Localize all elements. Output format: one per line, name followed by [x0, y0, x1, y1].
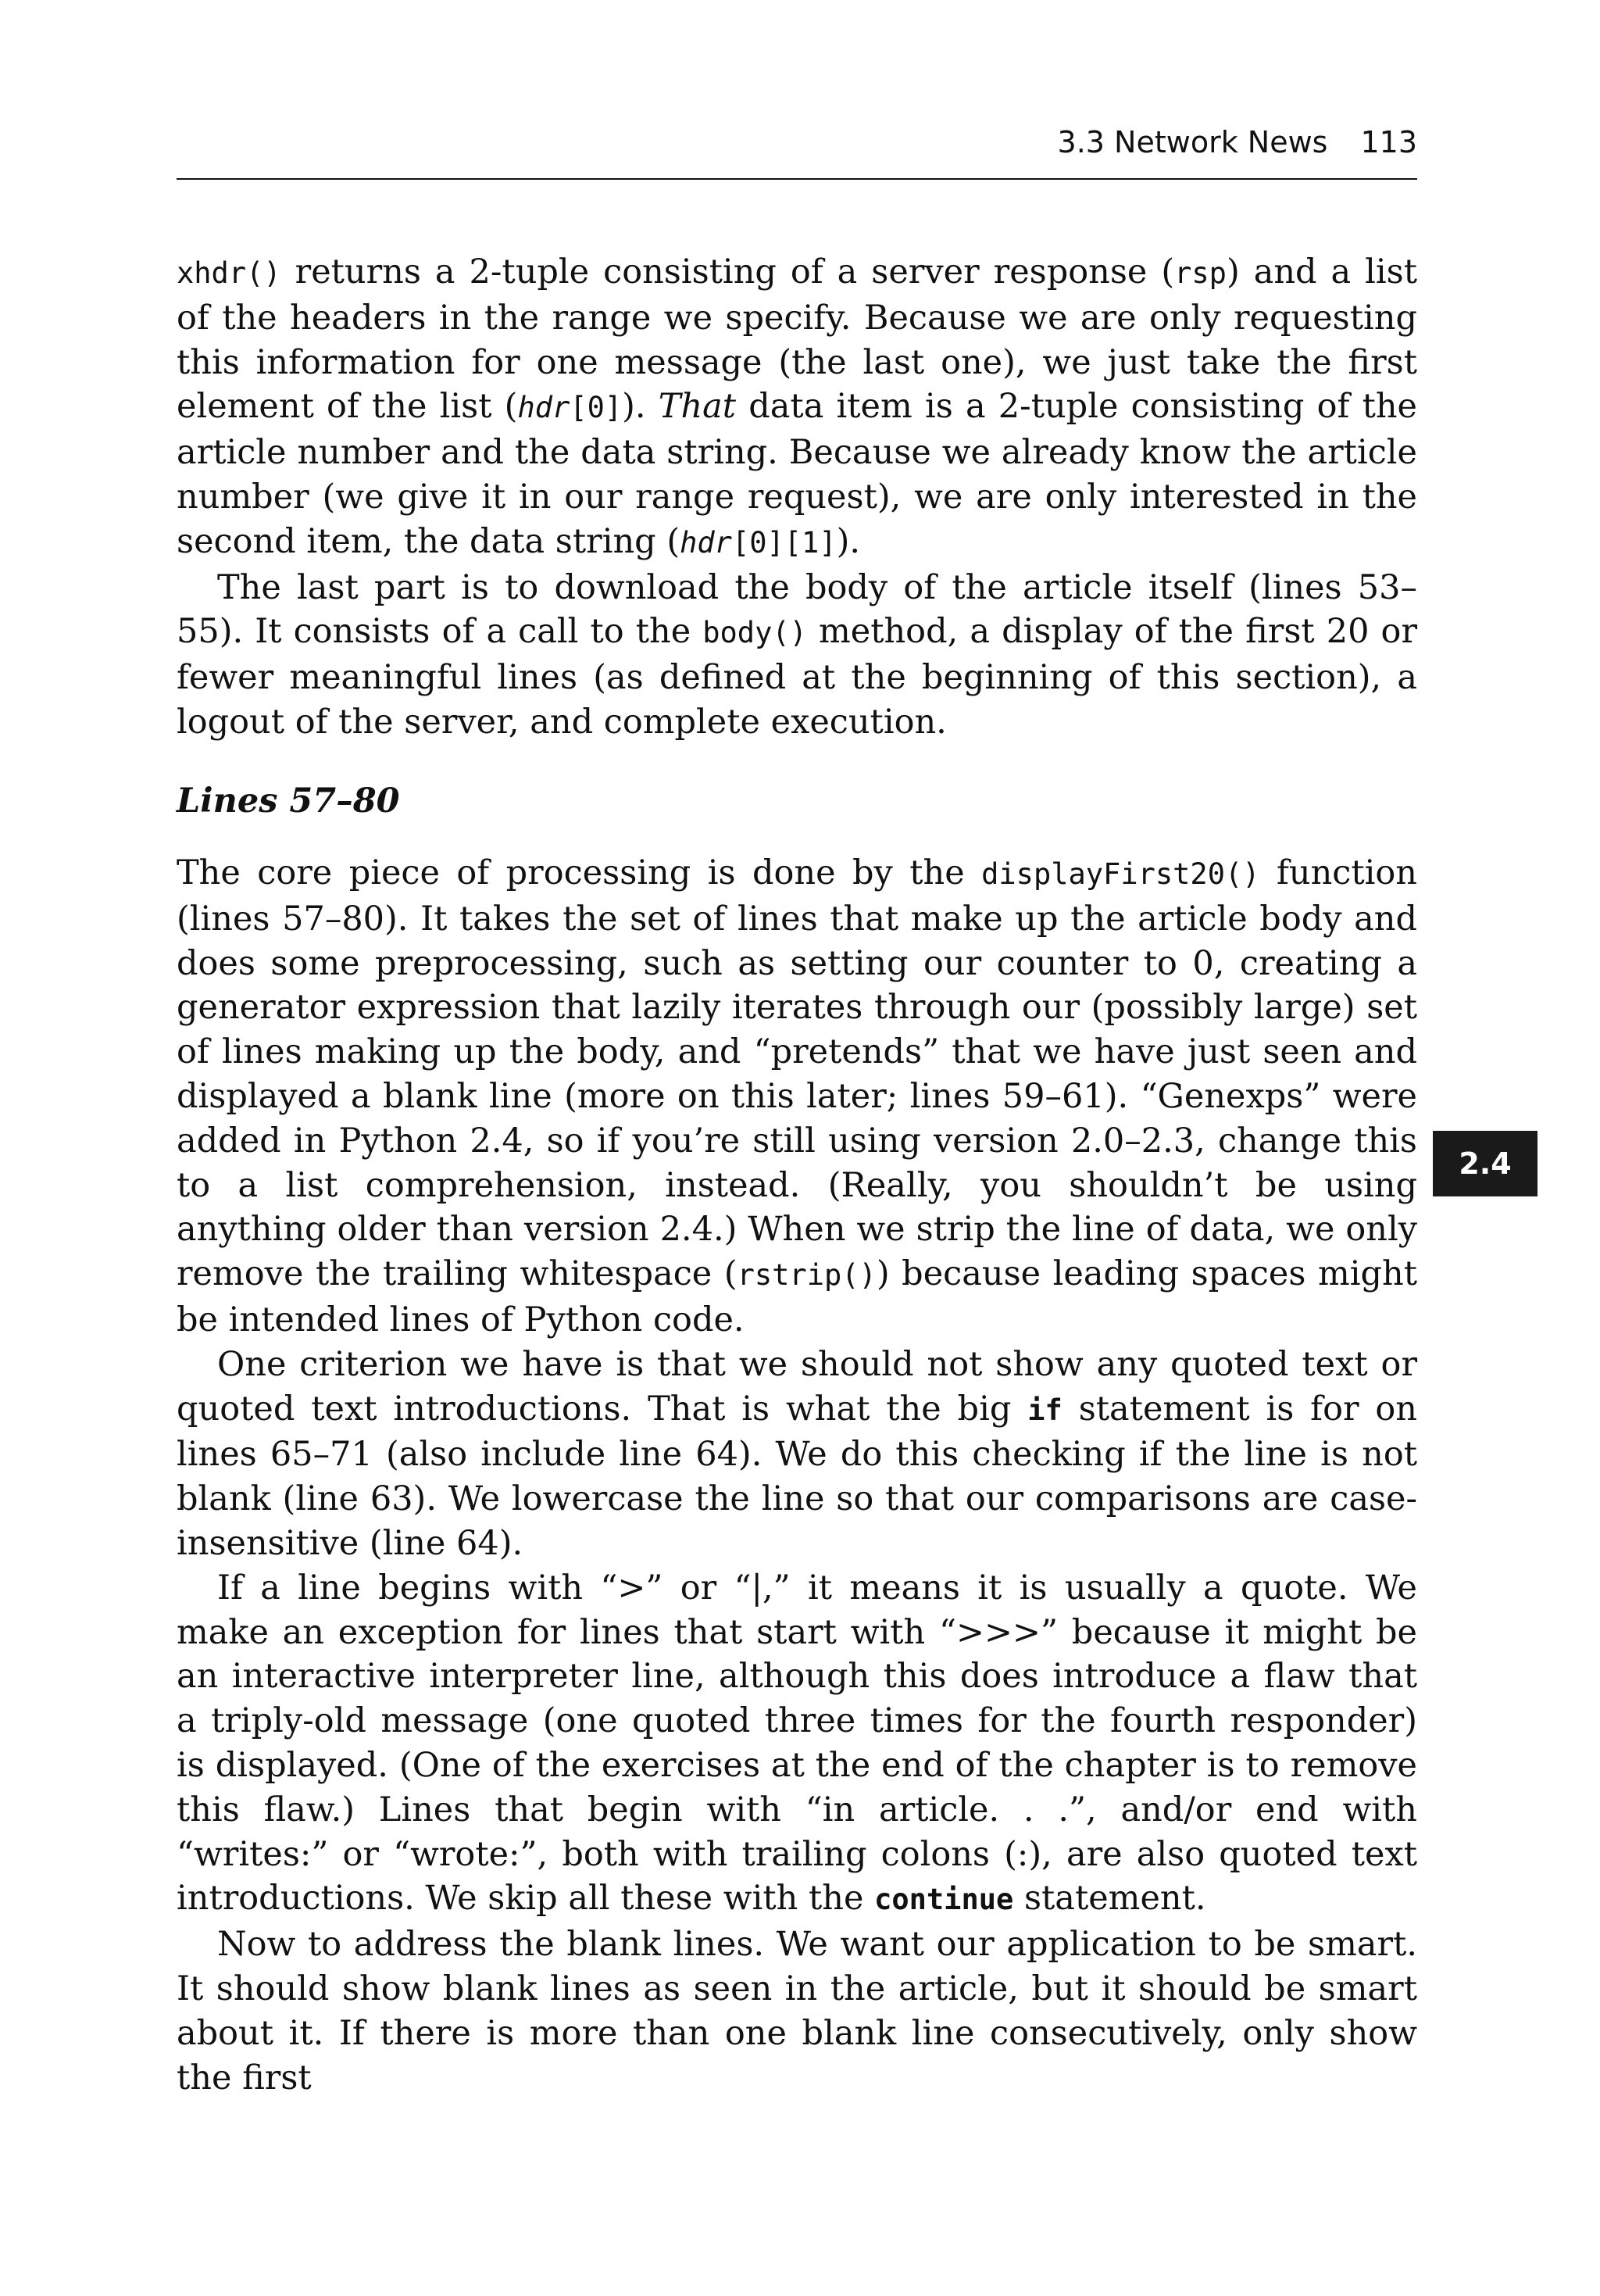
emphasis: That	[658, 387, 737, 427]
inline-code: rsp	[1174, 256, 1227, 290]
text-run: statement is for on lines 65–71 (also include line 64). We do this checking if the line is not blank (line 63). We lowercase the line so that our comparisons are case-insensitive (line 64).	[177, 1389, 1418, 1563]
text-run: statement.	[1013, 1879, 1206, 1919]
inline-code-italic: hdr	[680, 525, 732, 560]
inline-code: displayFirst20()	[981, 857, 1260, 891]
chapter-thumb-tab: 2.4	[1433, 1131, 1538, 1196]
text-block-bottom	[177, 851, 1417, 2100]
running-head	[177, 119, 1417, 166]
text-run: data item is a 2-tuple consisting of the article number and the data string. Because we already know the article number (we give it in our range request), we are only interested in the second item, the data string (	[177, 387, 1417, 561]
inline-code: [0]	[570, 391, 623, 425]
inline-code: xhdr()	[177, 256, 281, 290]
text-run: ) and a list of the headers in the range we specify. Because we are only requesting this information for one message (the last one), we just take the first element of the list (	[177, 252, 1418, 427]
section-heading: Lines 57–80	[177, 781, 400, 821]
header-rule	[177, 178, 1417, 180]
text-run: The core piece of processing is done by the	[177, 853, 982, 892]
text-block-top	[177, 250, 1417, 745]
paragraph-display-first20	[177, 851, 1417, 1343]
paragraph-blank-lines	[177, 1922, 1417, 2100]
text-run: ).	[836, 521, 861, 561]
inline-code-italic: hdr	[517, 391, 570, 425]
inline-code: [0][1]	[731, 525, 837, 560]
text-run: Now to address the blank lines. We want our application to be smart. It should show blank lines as seen in the article, but it should be smart about it. If there is more than one blank line consecutively, only show the first	[177, 1925, 1417, 2098]
text-run: If a line begins with “>” or “|,” it means it is usually a quote. We make an exception for lines that start with “>>>” because it might be an interactive interpreter line, although this does introduce a flaw that a triply-old message (one quoted three times for the fourth responder) is displayed. (One of the exercises at the end of the chapter is to remove this flaw.) Lines that begin with “in article. . .”, and/or end with “writes:” or “wrote:”, both with trailing colons (:), are also quoted text introductions. We skip all these with the	[177, 1568, 1417, 1919]
page-number: 113	[1360, 125, 1417, 159]
paragraph-body-download	[177, 566, 1417, 745]
inline-code: rstrip()	[737, 1258, 877, 1293]
text-run: function (lines 57–80). It takes the set of lines that make up the article body and does some preprocessing, such as setting our counter to 0, creating a generator expression that lazily iterates through our (possibly large) set of lines making up the body, and “pretends” that we have just seen and displayed a blank line (more on this later; lines 59–61). “Genexps” were added in Python 2.4, so if you’re still using version 2.0–2.3, change this to a list comprehension, instead. (Really, you shouldn’t be using anything older than version 2.4.) When we strip the line of data, we only remove the trailing whitespace (	[177, 853, 1417, 1294]
text-run: ).	[622, 387, 659, 427]
keyword-continue: continue	[874, 1883, 1014, 1917]
text-run: returns a 2-tuple consisting of a server response (	[280, 252, 1175, 291]
paragraph-criterion	[177, 1343, 1417, 1566]
text-run: ) because leading spaces might be intended lines of Python code.	[177, 1254, 1417, 1339]
inline-code: body()	[702, 616, 807, 650]
inline-code-bold	[874, 1883, 1013, 1916]
text-run: One criterion we have is that we should not show any quoted text or quoted text introductions. That is what the big	[177, 1344, 1417, 1429]
keyword-if: if	[1027, 1393, 1062, 1427]
text-run: method, a display of the first 20 or fewer meaningful lines (as defined at the beginning of this section), a logout of the server, and complete execution.	[177, 612, 1417, 742]
inline-code-bold	[1027, 1393, 1062, 1427]
paragraph-quotes	[177, 1566, 1417, 1922]
text-run: The last part is to download the body of the article itself (lines 53–55). It consists of a call to the	[177, 567, 1417, 652]
running-head-section: 3.3 Network News	[1057, 125, 1328, 159]
paragraph-xhdr	[177, 250, 1417, 566]
